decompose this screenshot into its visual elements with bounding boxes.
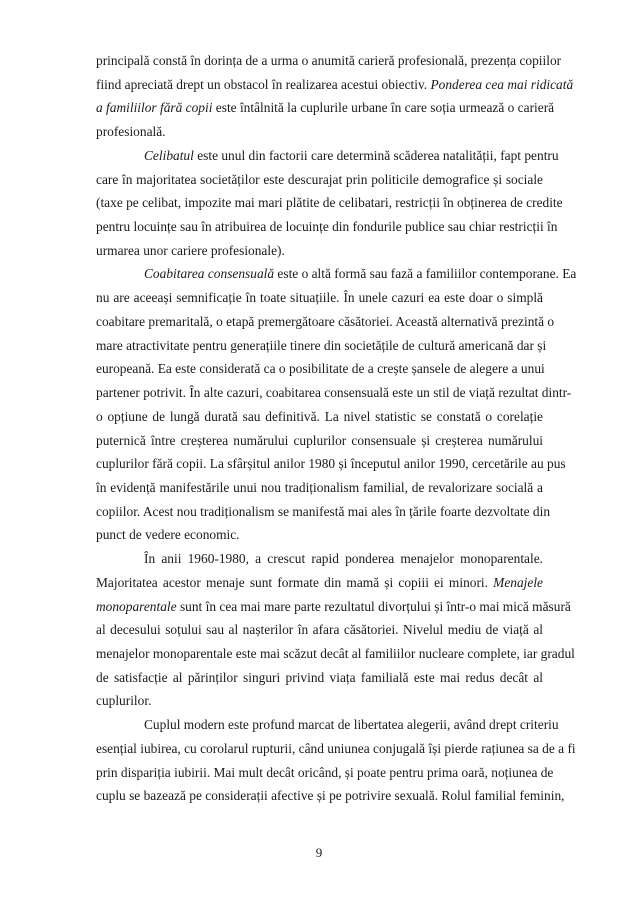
text-segment: Majoritatea acestor menaje sunt formate din mamă și copiii ei minori. [96,574,494,590]
text-line [96,405,543,429]
text-line [96,73,574,97]
text-line [96,642,575,666]
text-line [96,239,543,263]
text-segment: este întâlnită la cuplurile urbane în care soția urmează o carieră [212,100,555,116]
text-segment: este o altă formă sau fază a familiilor contemporane. Ea [274,266,577,282]
italic-text: monoparentale [96,598,177,614]
text-segment: de satisfacție al părinților singuri privind viața familială este mai redus decât al [96,669,543,685]
text-segment: fiind apreciată drept un obstacol în realizarea acestui obiectiv. [96,76,431,92]
text-segment: partener potrivit. În alte cazuri, coabitarea consensuală este un stil de viață rezultat dintr- [96,385,572,401]
text-line [96,452,566,476]
text-segment: coabitare premaritală, o etapă premergătoare căsătoriei. Această alternativă prezintă o [96,313,555,329]
text-segment: care în majoritatea societăților este descurajat prin politicile demografice și sociale [96,171,543,187]
text-segment: În anii 1960-1980, a crescut rapid ponderea menajelor monoparentale. [144,551,543,567]
text-segment: esențial iubirea, cu corolarul rupturii, când uniunea conjugală își pierde rațiunea sa de a fi [96,740,576,756]
text-line [96,310,555,334]
text-line [96,429,543,453]
italic-text: Celibatul [144,147,194,163]
text-segment: Cuplul modern este profund marcat de libertatea alegerii, având drept criteriu [144,717,559,733]
text-segment: prin dispariția iubirii. Mai mult decât oricând, și poate pentru prima oară, noțiunea de [96,764,554,780]
text-line [96,476,543,500]
text-segment: cuplurilor fără copii. La sfârșitul anilor 1980 și începutul anilor 1990, cercetările au pus [96,456,566,472]
text-segment: (taxe pe celibat, impozite mai mari plătite de celibatari, restricții în obținerea de credite [96,195,563,211]
text-line [96,689,543,713]
text-line [96,500,551,524]
text-segment: în evidență manifestările unui nou tradiționalism familial, de revalorizare socială a [96,479,543,495]
italic-text: a familiilor fără copii [96,100,213,116]
text-line [96,595,571,619]
text-segment: o opțiune de lungă durată sau definitivă. La nivel statistic se constată o corelație [96,408,543,424]
text-line [96,215,558,239]
text-segment: cuplurilor. [96,693,152,709]
text-line [96,571,543,595]
text-line [96,618,543,642]
text-line [96,144,559,168]
text-line [96,334,547,358]
text-segment: principală constă în dorința de a urma o anumită carieră profesională, prezența copiilor [96,53,562,68]
text-line [96,666,543,690]
text-segment: profesională. [96,124,166,140]
text-segment: europeană. Ea este considerată ca o posibilitate de a crește șansele de alegere a unui [96,361,545,377]
text-segment: sunt în cea mai mare parte rezultatul divorțului și într-o mai mică măsură [176,598,571,614]
text-line [96,262,577,286]
text-line [96,713,559,737]
italic-text: Ponderea cea mai ridicată [430,76,574,92]
text-segment: urmarea unor cariere profesionale). [96,242,285,258]
text-line [96,357,543,381]
text-segment: pentru locuințe sau în atribuirea de locuințe din fondurile publice sau chiar restricții în [96,219,558,235]
text-line [96,547,543,571]
italic-text: Menajele [493,574,543,590]
text-segment: cuplu se bazează pe considerații afective și pe potrivire sexuală. Rolul familial feminin, [96,788,565,804]
text-segment: mare atractivitate pentru generațiile tinere din societățile de cultură americană dar și [96,337,547,353]
text-line [96,784,565,808]
text-line [96,381,572,405]
text-segment: este unul din factorii care determină scăderea natalității, fapt pentru [193,147,559,163]
text-line [96,120,543,144]
text-line [96,523,543,547]
page-number: 9 [315,845,323,860]
text-segment: puternică între creșterea numărului cuplurilor consensuale și creșterea numărului [96,432,543,448]
text-line [96,49,562,73]
text-line [96,96,555,120]
text-line [96,191,563,215]
text-line [96,737,576,761]
text-segment: copiilor. Acest nou tradiționalism se manifestă mai ales în țările foarte dezvoltate din [96,503,551,519]
text-segment: punct de vedere economic. [96,527,240,543]
text-line [96,286,543,310]
text-line [96,761,554,785]
text-segment: nu are aceeași semnificație în toate situațiile. În unele cazuri ea este doar o simplă [96,290,543,306]
text-segment: menajelor monoparentale este mai scăzut decât al familiilor nucleare complete, iar gradul [96,645,575,661]
body-text [96,49,577,808]
text-segment: al decesului soțului sau al nașterilor în afara căsătoriei. Nivelul mediu de viață al [96,622,543,638]
italic-text: Coabitarea consensuală [144,266,275,282]
text-line [96,168,543,192]
